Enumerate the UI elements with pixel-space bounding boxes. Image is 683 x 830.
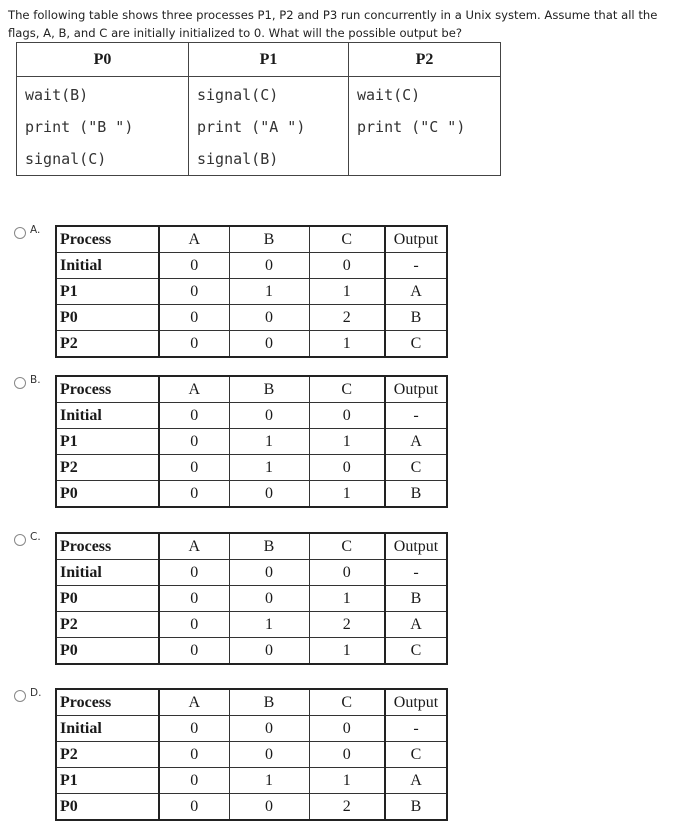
- trace-table: [55, 375, 448, 508]
- code-line: print ("A "): [197, 118, 306, 136]
- trace-cell: Initial: [56, 560, 159, 586]
- trace-cell: C: [385, 331, 447, 358]
- trace-cell: C: [385, 638, 447, 665]
- trace-row: [56, 638, 447, 665]
- trace-cell: P0: [56, 638, 159, 665]
- trace-cell: 1: [309, 331, 385, 358]
- trace-header-cell: A: [159, 376, 229, 403]
- trace-cell: P2: [56, 612, 159, 638]
- trace-cell: -: [385, 403, 447, 429]
- code-table: [16, 42, 501, 176]
- option-letter: A.: [30, 224, 41, 236]
- trace-cell: -: [385, 253, 447, 279]
- trace-cell: B: [385, 586, 447, 612]
- trace-header-cell: Process: [56, 689, 159, 716]
- code-line: print ("C "): [357, 118, 466, 136]
- trace-cell: 0: [229, 253, 309, 279]
- trace-cell: B: [385, 305, 447, 331]
- trace-header-cell: B: [229, 689, 309, 716]
- trace-header-cell: C: [309, 376, 385, 403]
- trace-row: [56, 429, 447, 455]
- header-p1: P1: [189, 43, 349, 77]
- trace-header-row: [56, 376, 447, 403]
- trace-header-cell: C: [309, 689, 385, 716]
- trace-cell: 0: [229, 481, 309, 508]
- trace-cell: 0: [159, 586, 229, 612]
- trace-header-cell: A: [159, 533, 229, 560]
- trace-cell: 1: [309, 429, 385, 455]
- option-radio[interactable]: [14, 690, 26, 702]
- trace-cell: 2: [309, 612, 385, 638]
- header-p0: P0: [17, 43, 189, 77]
- trace-header-cell: B: [229, 226, 309, 253]
- trace-cell: P1: [56, 768, 159, 794]
- trace-cell: A: [385, 612, 447, 638]
- trace-cell: 0: [159, 481, 229, 508]
- trace-cell: 1: [309, 768, 385, 794]
- trace-header-cell: A: [159, 226, 229, 253]
- code-line: signal(B): [197, 150, 279, 168]
- trace-cell: A: [385, 279, 447, 305]
- trace-cell: 1: [229, 279, 309, 305]
- trace-cell: B: [385, 794, 447, 821]
- trace-cell: 0: [309, 253, 385, 279]
- trace-header-row: [56, 689, 447, 716]
- trace-cell: -: [385, 716, 447, 742]
- trace-cell: 0: [159, 794, 229, 821]
- trace-cell: 2: [309, 794, 385, 821]
- trace-cell: P2: [56, 742, 159, 768]
- trace-cell: 0: [159, 716, 229, 742]
- trace-cell: 0: [159, 455, 229, 481]
- trace-cell: C: [385, 455, 447, 481]
- trace-row: [56, 612, 447, 638]
- trace-row: [56, 455, 447, 481]
- trace-row: [56, 403, 447, 429]
- trace-cell: 1: [229, 612, 309, 638]
- trace-header-cell: Output: [385, 533, 447, 560]
- trace-row: [56, 481, 447, 508]
- trace-row: [56, 560, 447, 586]
- trace-cell: 0: [159, 279, 229, 305]
- trace-cell: P1: [56, 279, 159, 305]
- trace-cell: C: [385, 742, 447, 768]
- option-letter: B.: [30, 374, 41, 386]
- trace-header-cell: A: [159, 689, 229, 716]
- trace-cell: P2: [56, 331, 159, 358]
- trace-row: [56, 305, 447, 331]
- trace-header-cell: Output: [385, 689, 447, 716]
- trace-cell: 0: [229, 638, 309, 665]
- trace-table: [55, 225, 448, 358]
- trace-cell: 0: [229, 794, 309, 821]
- trace-cell: 1: [229, 429, 309, 455]
- trace-header-cell: C: [309, 533, 385, 560]
- trace-row: [56, 279, 447, 305]
- trace-cell: 0: [309, 455, 385, 481]
- trace-cell: 0: [229, 560, 309, 586]
- trace-cell: 0: [159, 638, 229, 665]
- trace-cell: 0: [229, 716, 309, 742]
- trace-cell: 2: [309, 305, 385, 331]
- trace-row: [56, 586, 447, 612]
- trace-header-row: [56, 226, 447, 253]
- code-line: wait(B): [25, 86, 89, 104]
- trace-cell: P2: [56, 455, 159, 481]
- trace-cell: P0: [56, 586, 159, 612]
- trace-cell: 0: [229, 305, 309, 331]
- trace-header-cell: Process: [56, 533, 159, 560]
- code-line: signal(C): [25, 150, 107, 168]
- code-table-header: [17, 43, 501, 77]
- trace-cell: 0: [159, 429, 229, 455]
- code-line: signal(C): [197, 86, 279, 104]
- trace-cell: Initial: [56, 253, 159, 279]
- trace-header-cell: Output: [385, 376, 447, 403]
- trace-cell: A: [385, 429, 447, 455]
- option-radio[interactable]: [14, 227, 26, 239]
- trace-cell: 1: [309, 638, 385, 665]
- trace-cell: P0: [56, 305, 159, 331]
- trace-header-cell: B: [229, 376, 309, 403]
- p0-code: [17, 77, 189, 176]
- trace-cell: 0: [229, 742, 309, 768]
- trace-cell: 0: [229, 586, 309, 612]
- trace-cell: 0: [229, 403, 309, 429]
- question-text: The following table shows three processes P1, P2 and P3 run concurrently in a Unix system. Assume that all the flags, A, B, and C are initially initialized to 0. What will the possible output be?: [8, 8, 658, 40]
- trace-cell: 0: [159, 612, 229, 638]
- trace-table: [55, 688, 448, 821]
- trace-cell: 0: [159, 768, 229, 794]
- trace-cell: 1: [309, 481, 385, 508]
- trace-table: [55, 532, 448, 665]
- trace-cell: 1: [309, 279, 385, 305]
- trace-header-row: [56, 533, 447, 560]
- trace-cell: 0: [159, 331, 229, 358]
- trace-row: [56, 794, 447, 821]
- code-line: print ("B "): [25, 118, 134, 136]
- trace-row: [56, 742, 447, 768]
- p1-code: [189, 77, 349, 176]
- option-letter: D.: [30, 687, 42, 699]
- trace-cell: 0: [159, 742, 229, 768]
- trace-cell: P0: [56, 794, 159, 821]
- header-p2: P2: [349, 43, 501, 77]
- option-radio[interactable]: [14, 377, 26, 389]
- trace-cell: A: [385, 768, 447, 794]
- trace-row: [56, 768, 447, 794]
- trace-cell: P0: [56, 481, 159, 508]
- trace-cell: 1: [229, 768, 309, 794]
- trace-header-cell: Process: [56, 226, 159, 253]
- trace-cell: Initial: [56, 403, 159, 429]
- trace-cell: -: [385, 560, 447, 586]
- trace-header-cell: B: [229, 533, 309, 560]
- trace-header-cell: C: [309, 226, 385, 253]
- trace-cell: 0: [229, 331, 309, 358]
- trace-cell: Initial: [56, 716, 159, 742]
- trace-row: [56, 253, 447, 279]
- trace-header-cell: Process: [56, 376, 159, 403]
- option-radio[interactable]: [14, 534, 26, 546]
- trace-cell: 0: [309, 716, 385, 742]
- trace-cell: B: [385, 481, 447, 508]
- p2-code: [349, 77, 501, 176]
- trace-cell: 1: [229, 455, 309, 481]
- trace-cell: 0: [159, 560, 229, 586]
- trace-cell: 0: [159, 253, 229, 279]
- trace-cell: 0: [309, 560, 385, 586]
- trace-cell: 0: [309, 742, 385, 768]
- trace-cell: 1: [309, 586, 385, 612]
- trace-cell: 0: [159, 403, 229, 429]
- trace-cell: 0: [159, 305, 229, 331]
- code-line: wait(C): [357, 86, 421, 104]
- trace-cell: P1: [56, 429, 159, 455]
- trace-header-cell: Output: [385, 226, 447, 253]
- trace-cell: 0: [309, 403, 385, 429]
- option-letter: C.: [30, 531, 41, 543]
- code-table-body: [17, 77, 501, 176]
- trace-row: [56, 331, 447, 358]
- trace-row: [56, 716, 447, 742]
